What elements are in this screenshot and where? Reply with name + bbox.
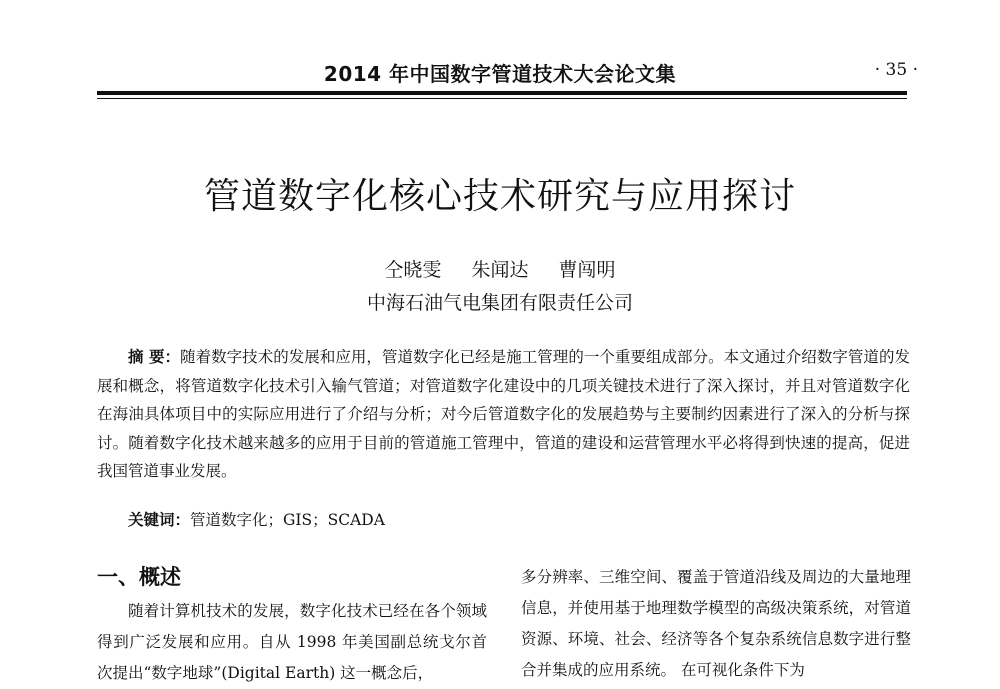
keywords [97,506,910,534]
author-2: 朱闻达 [471,259,529,281]
author-3: 曹闯明 [558,259,616,281]
section-heading: 一、概述 [97,565,181,589]
right-column-text: 多分辨率、三维空间、覆盖于管道沿线及周边的大量地理信息，并使用基于地理数学模型的高级决策系统，对管道资源、环境、社会、经济等各个复杂系统信息数字进行整合并集成的应用系统。 在可视化条件下为 [521,568,911,679]
running-header-title: 2014 年中国数字管道技术大会论文集 [323,62,677,86]
author-1: 仝晓雯 [384,259,442,281]
header-rule-thin [97,98,907,99]
page-number: · 35 · [874,60,918,80]
header-rule-thick [97,91,907,95]
affiliation: 中海石油气电集团有限责任公司 [366,292,633,314]
left-column [97,562,487,689]
abstract [97,343,910,486]
abstract-label: 摘 要： [128,348,181,366]
left-column-text: 随着计算机技术的发展，数字化技术已经在各个领域得到广泛发展和应用。自从 1998 年美国副总统戈尔首次提出“数字地球”(Digital Earth) 这一概念后， [97,602,487,682]
keywords-label: 关键词： [128,511,191,529]
keywords-text: 管道数字化；GIS；SCADA [190,511,385,529]
paper-title: 管道数字化核心技术研究与应用探讨 [203,176,796,217]
author-list [200,255,800,282]
abstract-text: 随着数字技术的发展和应用，管道数字化已经是施工管理的一个重要组成部分。本文通过介绍数字管道的发展和概念，将管道数字化技术引入输气管道；对管道数字化建设中的几项关键技术进行了深入探讨，并且对管道数字化在海油具体项目中的实际应用进行了介绍与分析；对今后管道数字化的发展趋势与主要制约因素进行了深入的分析与探讨。随着数字化技术越来越多的应用于目前的管道施工管理中，管道的建设和运营管理水平必将得到快速的提高，促进我国管道事业发展。 [97,348,910,480]
